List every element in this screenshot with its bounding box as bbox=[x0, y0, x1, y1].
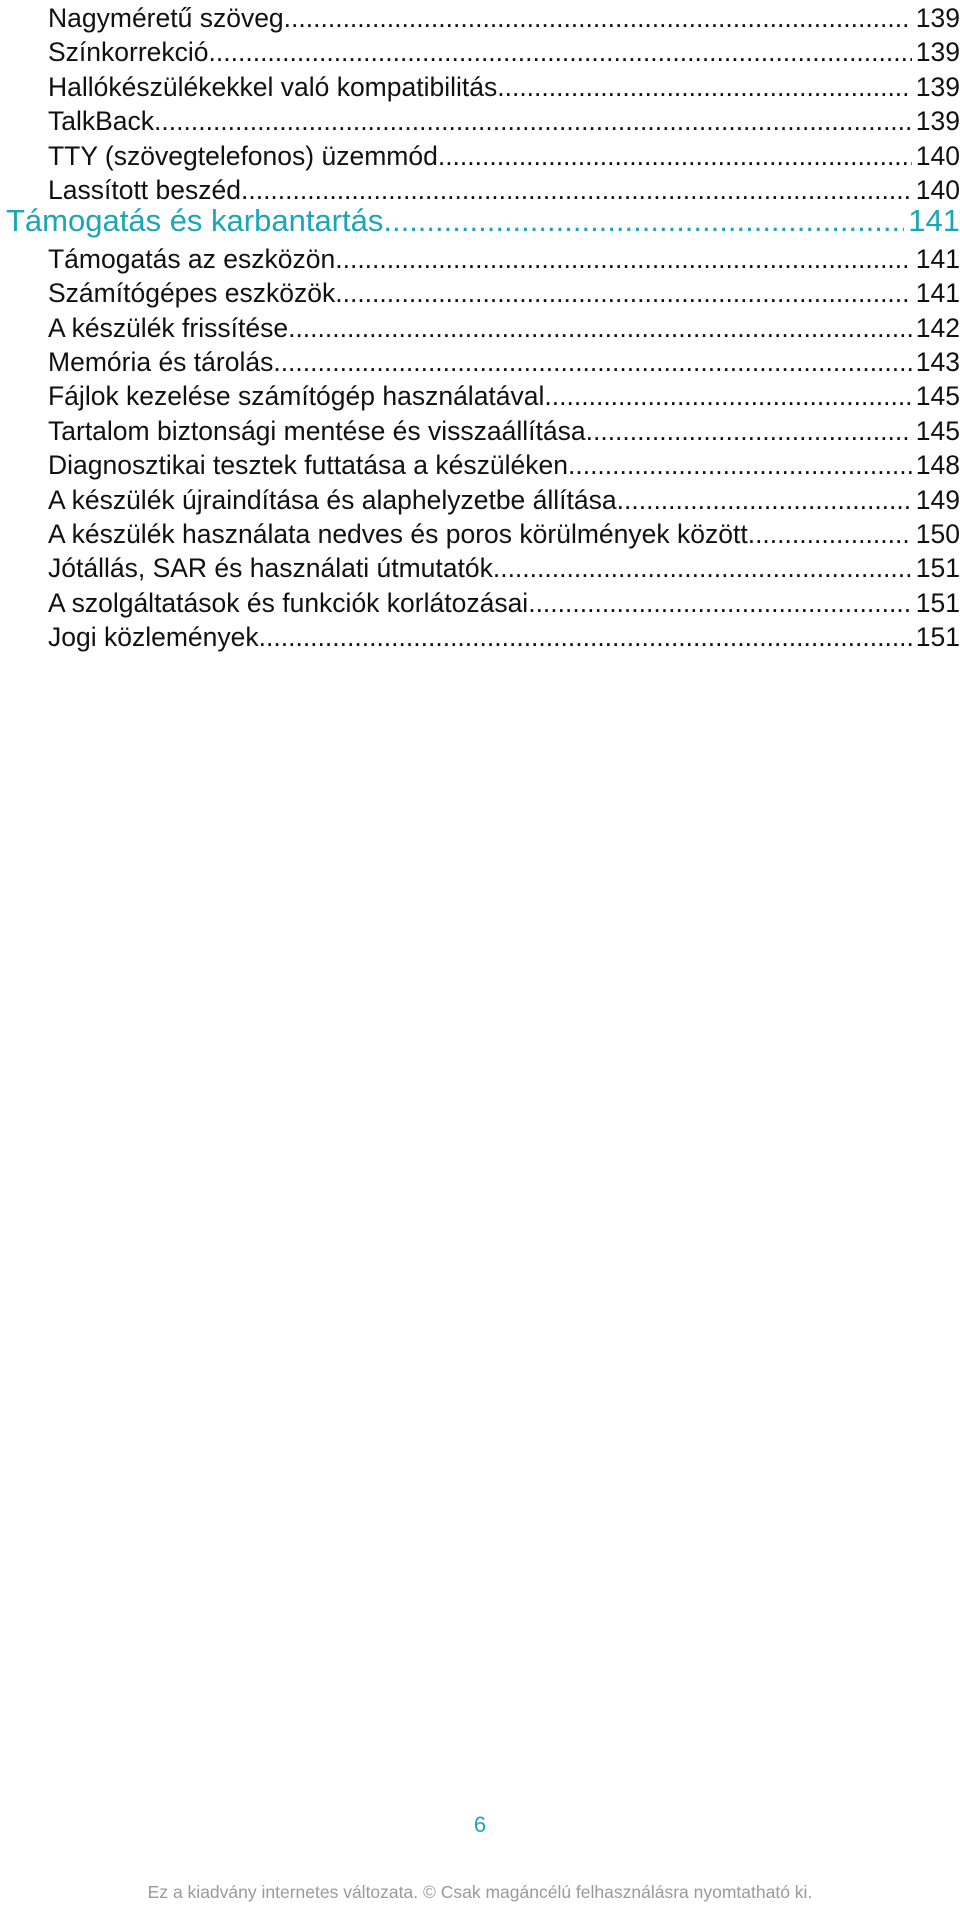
toc-entry-page: 141 bbox=[908, 203, 960, 239]
toc-entry-title: Nagyméretű szöveg bbox=[48, 3, 284, 33]
toc-entry-page: 139 bbox=[915, 37, 960, 68]
toc-entry-page: 150 bbox=[915, 519, 960, 549]
toc-entry-title: Támogatás az eszközön bbox=[48, 243, 336, 274]
toc-entry-title: TTY (szövegtelefonos) üzemmód bbox=[48, 140, 438, 171]
page-number: 6 bbox=[473, 1812, 487, 1837]
toc-leader-dots bbox=[259, 616, 912, 658]
toc-entry-page: 139 bbox=[915, 106, 960, 137]
toc-entry-page: 151 bbox=[915, 622, 960, 653]
toc-entry-title: Számítógépes eszközök bbox=[48, 278, 336, 309]
footer-note: Ez a kiadvány internetes változata. © Csak magáncélú felhasználásra nyomtatható ki. bbox=[147, 1882, 813, 1902]
toc-entry-title: Jótállás, SAR és használati útmutatók bbox=[48, 553, 493, 584]
toc-entry-title: Színkorrekció bbox=[48, 37, 209, 68]
toc-entry-title: A készülék újraindítása és alaphelyzetbe állítása bbox=[48, 484, 617, 515]
toc-entry-title: Lassított beszéd bbox=[48, 175, 241, 205]
toc-entry-page: 151 bbox=[915, 587, 960, 618]
toc-entry-page: 142 bbox=[915, 312, 960, 343]
toc-entry-title: A készülék használata nedves és poros körülmények között bbox=[48, 519, 748, 549]
toc-entry-title: Hallókészülékekkel való kompatibilitás bbox=[48, 71, 498, 102]
toc-entry-page: 143 bbox=[915, 347, 960, 377]
toc-entry-page: 140 bbox=[915, 175, 960, 205]
toc-section-entry[interactable] bbox=[6, 200, 960, 242]
toc-entry-page: 148 bbox=[915, 450, 960, 481]
toc-entry-title: Támogatás és karbantartás bbox=[6, 203, 384, 239]
toc-entry-title: Jogi közlemények bbox=[48, 622, 259, 653]
toc-entry[interactable] bbox=[48, 616, 960, 658]
toc-entry-title: Diagnosztikai tesztek futtatása a készüléken bbox=[48, 450, 568, 481]
toc-entry-page: 139 bbox=[915, 71, 960, 102]
toc-entry-page: 141 bbox=[915, 243, 960, 274]
toc-entry-page: 140 bbox=[915, 140, 960, 171]
toc-entry-title: Fájlok kezelése számítógép használatával bbox=[48, 381, 545, 412]
toc-entry-title: Tartalom biztonsági mentése és visszaállítása bbox=[48, 415, 586, 446]
toc-entry-title: A szolgáltatások és funkciók korlátozásai bbox=[48, 587, 529, 618]
toc-entry-title: A készülék frissítése bbox=[48, 312, 289, 343]
toc-entry-title: TalkBack bbox=[48, 106, 155, 137]
toc-entry-page: 139 bbox=[915, 3, 960, 33]
toc-entry-page: 151 bbox=[915, 553, 960, 584]
toc-entry-page: 141 bbox=[915, 278, 960, 309]
toc-leader-dots bbox=[383, 200, 904, 242]
toc-entry-page: 149 bbox=[915, 484, 960, 515]
toc-entry-page: 145 bbox=[915, 381, 960, 412]
toc-entry-page: 145 bbox=[915, 415, 960, 446]
toc-entry-title: Memória és tárolás bbox=[48, 347, 274, 377]
